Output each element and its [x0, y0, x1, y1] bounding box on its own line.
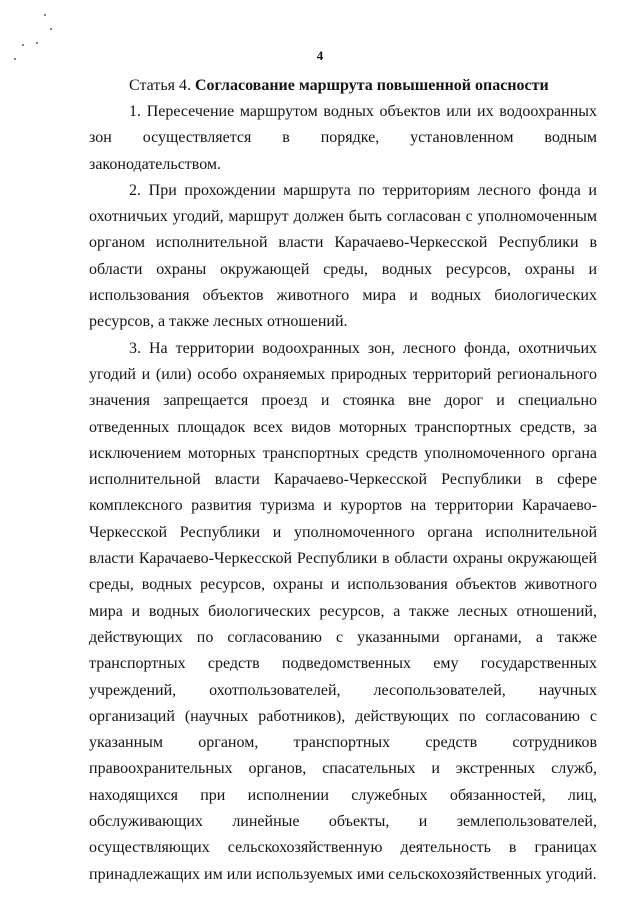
clause-2: 2. При прохождении маршрута по территориям лесного фонда и охотничьих угодий, маршрут должен быть согласован с уполномоченным органом исполнительной власти Карачаево-Черкесской Республики в области охраны окружающей среды, водных ресурсов, охраны и использования объектов животного мира и водных биологических ресурсов, а также лесных отношений. — [89, 181, 597, 331]
article-heading: Согласование маршрута повышенной опасности — [194, 77, 549, 94]
scan-artifact — [22, 44, 24, 46]
scan-artifact — [50, 28, 52, 30]
article-title — [89, 73, 597, 99]
article-label: Статья 4. — [129, 77, 191, 94]
document-body — [89, 73, 597, 888]
page-number: 4 — [316, 48, 324, 63]
clause-3: 3. На территории водоохранных зон, лесного фонда, охотничьих угодий и (или) особо охраняемых природных территорий регионального значения запрещается проезд и стоянка вне дорог и специально отведенных площадок всех видов моторных транспортных средств, за исключением моторных транспортных средств уполномоченного органа исполнительной власти Карачаево-Черкесской Республики в сфере комплексного развития туризма и курортов на территории Карачаево-Черкесской Республики и уполномоченного органа исполнительной власти Карачаево-Черкесской Республики в области охраны окружающей среды, водных ресурсов, охраны и использования объектов животного мира и водных биологических ресурсов, а также лесных отношений, действующих по согласованию с указанными органами, а также транспортных средств подведомственных ему государственных учреждений, охотпользователей, лесопользователей, научных организаций (научных работников), действующих по согласованию с указанным органом, транспортных средств сотрудников правоохранительных органов, спасательных и экстренных служб, находящихся при исполнении служебных обязанностей, лиц, обслуживающих линейные объекты, и землепользователей, осуществляющих сельскохозяйственную деятельность в границах принадлежащих им или используемых ими сельскохозяйственных угодий. — [89, 339, 597, 883]
clause-1: 1. Пересечение маршрутом водных объектов или их водоохранных зон осуществляется в порядке, установленном водным законодательством. — [89, 103, 597, 173]
scan-artifact — [36, 42, 38, 44]
scan-artifact — [44, 14, 46, 16]
